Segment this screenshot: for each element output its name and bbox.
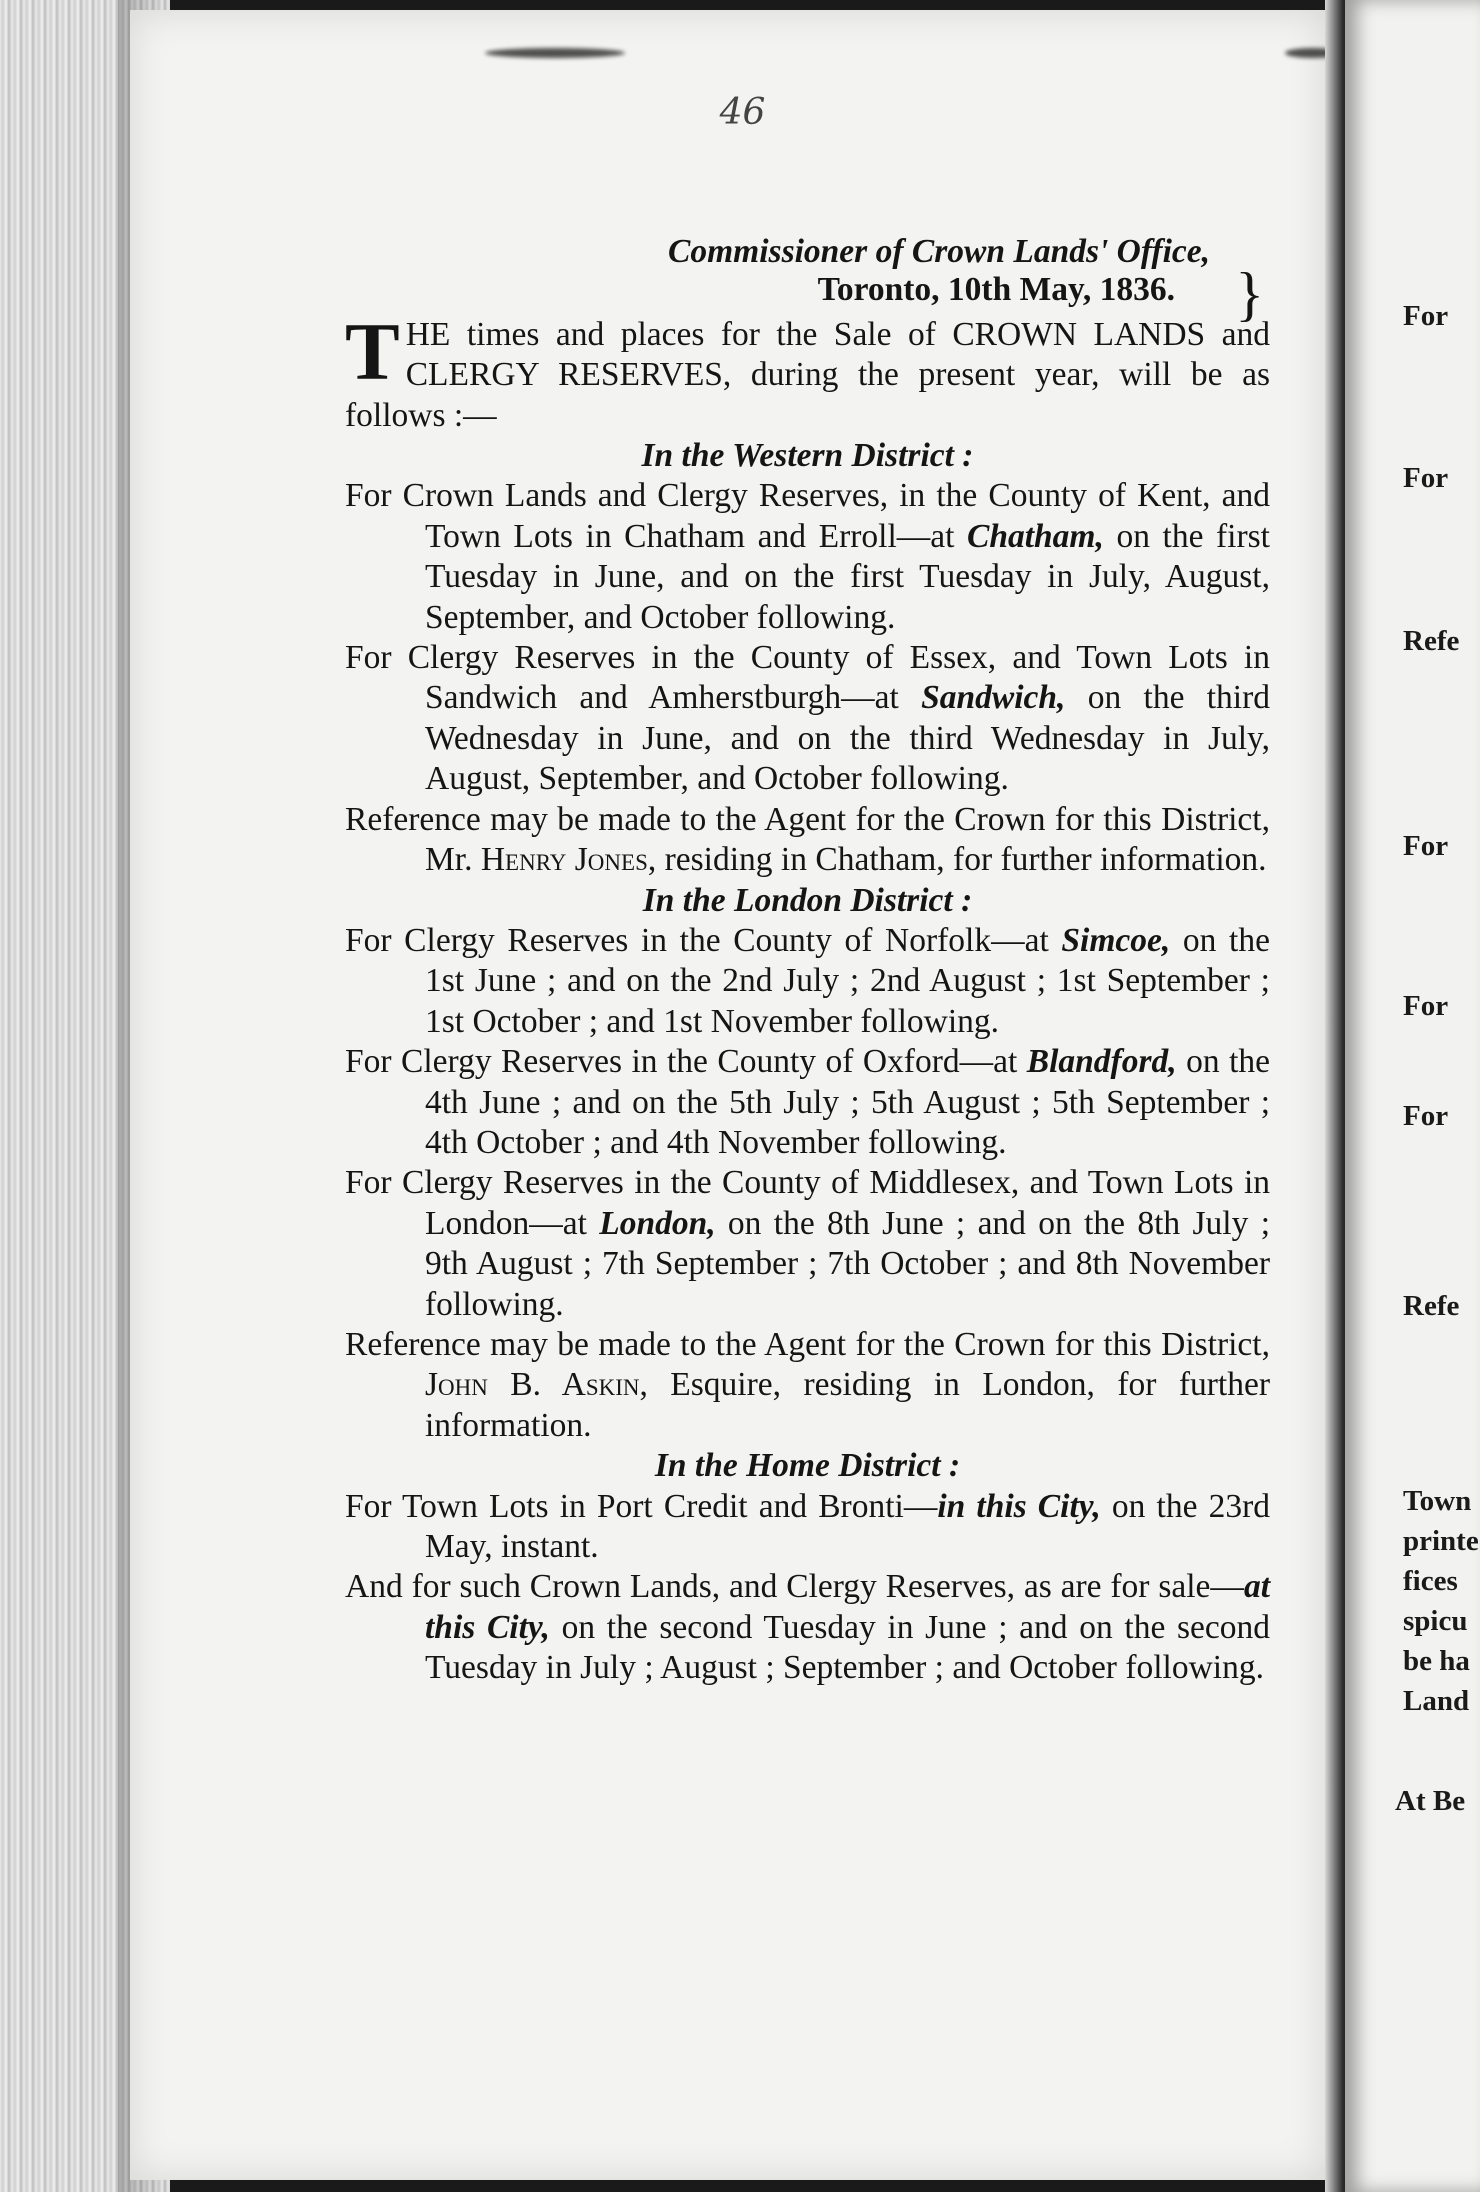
entry-text: residing in Chatham, for further information. (656, 841, 1267, 879)
facing-page-fragment: For (1403, 990, 1449, 1022)
sale-entry (345, 800, 1270, 881)
entry-place: Simcoe, (1061, 921, 1171, 959)
brace-mark: } (1235, 261, 1264, 328)
agent-name: John B. Askin, (425, 1366, 648, 1404)
facing-page-fragment: For (1403, 300, 1449, 332)
entry-text: on the 4th June ; and on the 5th July ; 5th August ; 5th September ; 4th October ; and 4th November following. (425, 1043, 1270, 1161)
entry-text: For Clergy Reserves in the County of Essex, and Town Lots in Sandwich and Amherstburgh—at (345, 639, 1270, 717)
sale-entry (345, 638, 1270, 800)
facing-page-fragment: Town (1403, 1485, 1472, 1517)
entry-text: And for such Crown Lands, and Clergy Reserves, as are for sale— (345, 1568, 1244, 1606)
sale-entry (345, 1567, 1270, 1688)
intro-paragraph (345, 305, 1270, 436)
intro-text: HE times and places for the Sale of CROWN LANDS and CLERGY RESERVES, during the present year, will be as follows :— (345, 315, 1270, 434)
facing-page-fragment: For (1403, 1100, 1449, 1132)
entry-text: on the 1st June ; and on the 2nd July ; 2nd August ; 1st September ; 1st October ; and 1st November following. (425, 921, 1270, 1040)
ink-smudge (485, 48, 625, 58)
sale-entry (345, 1163, 1270, 1325)
sale-entry (345, 1325, 1270, 1446)
facing-page-fragment: spicu (1403, 1605, 1468, 1637)
entry-text: Esquire, residing in London, for further information. (425, 1366, 1270, 1444)
entry-text: Reference may be made to the Agent for the Crown for this District, (345, 1325, 1270, 1363)
sale-entry (345, 1487, 1270, 1568)
facing-page-fragment: fices (1403, 1565, 1458, 1597)
notice-column (345, 232, 1270, 1689)
entry-place: at this City, (425, 1568, 1270, 1646)
office-heading: Commissioner of Crown Lands' Office, (668, 233, 1210, 270)
facing-page (1345, 0, 1480, 2192)
district-sections (345, 436, 1270, 1689)
entry-text: For Town Lots in Port Credit and Bronti— (345, 1487, 938, 1525)
facing-page-fragment: Refe (1403, 1290, 1460, 1322)
district-heading: In the Home District : (654, 1447, 961, 1485)
entry-place: London, (599, 1204, 716, 1242)
entry-place: in this City, (937, 1487, 1101, 1525)
agent-name: Henry Jones, (480, 841, 657, 879)
sale-entry (345, 1042, 1270, 1163)
place-date-line (345, 261, 1270, 328)
sale-entry (345, 921, 1270, 1042)
entry-place: Chatham, (967, 517, 1104, 555)
facing-page-fragment: For (1403, 830, 1449, 862)
entry-text: For Crown Lands and Clergy Reserves, in the County of Kent, and Town Lots in Chatham and Erroll—at (345, 477, 1270, 555)
entry-text: For Clergy Reserves in the County of Oxford—at (345, 1043, 1027, 1081)
facing-page-fragment: Land (1403, 1685, 1470, 1717)
entry-place: Sandwich, (921, 679, 1066, 717)
sale-entry (345, 476, 1270, 638)
entry-text: on the first Tuesday in June, and on the first Tuesday in July, August, September, and October following. (425, 517, 1270, 636)
district-heading: In the London District : (642, 881, 973, 919)
entry-place: Blandford, (1026, 1043, 1177, 1081)
place-date: Toronto, 10th May, 1836. (817, 271, 1175, 309)
entry-text: Reference may be made to the Agent for the Crown for this District, Mr. (345, 800, 1270, 879)
facing-page-fragment: printe (1403, 1525, 1479, 1557)
facing-page-fragment: At Be (1395, 1785, 1466, 1817)
page-number: 46 (719, 92, 766, 133)
facing-page-fragment: Refe (1403, 625, 1460, 657)
entry-text: For Clergy Reserves in the County of Norfolk—at (345, 921, 1062, 959)
district-heading: In the Western District : (641, 437, 974, 475)
entry-text: For Clergy Reserves in the County of Middlesex, and Town Lots in London—at (345, 1164, 1270, 1242)
facing-page-fragment: For (1403, 462, 1449, 494)
facing-page-fragment: be ha (1403, 1645, 1470, 1677)
entry-text: on the third Wednesday in June, and on the third Wednesday in July, August, September, and October following. (425, 679, 1270, 798)
entry-text: on the 23rd May, instant. (425, 1487, 1270, 1565)
drop-cap: T (345, 305, 400, 397)
entry-text: on the second Tuesday in June ; and on the second Tuesday in July ; August ; September ; and October following. (425, 1608, 1271, 1687)
entry-text: on the 8th June ; and on the 8th July ; 9th August ; 7th September ; 7th October ; and 8th November following. (425, 1204, 1271, 1323)
